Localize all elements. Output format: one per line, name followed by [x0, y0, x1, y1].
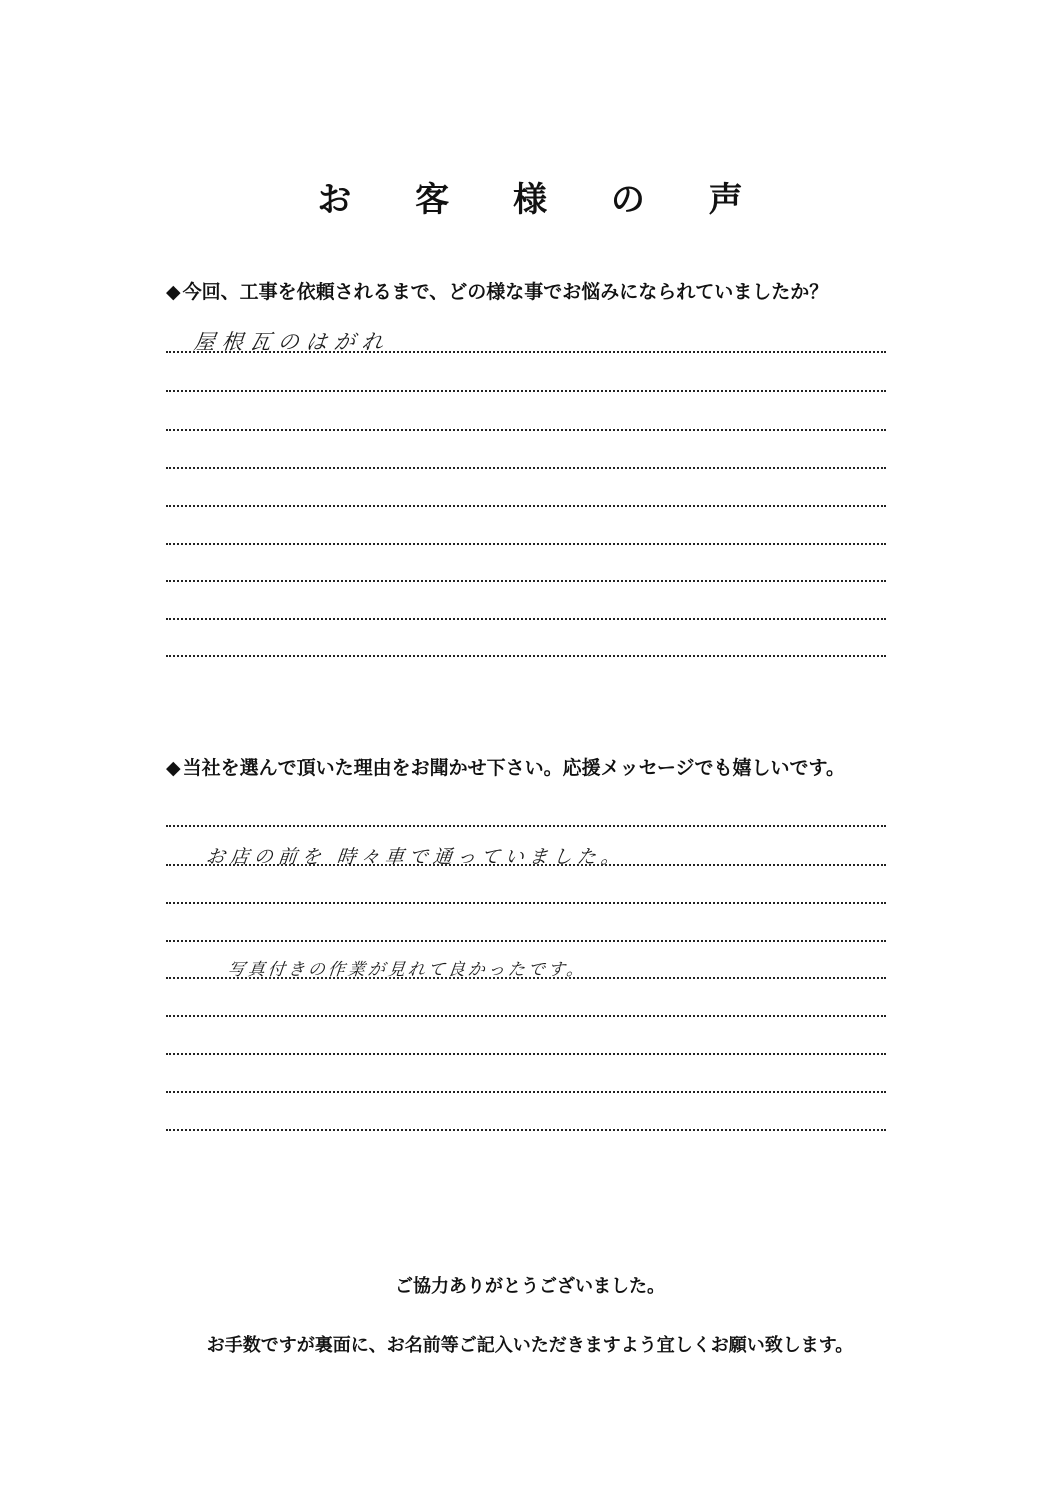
answer-line — [166, 390, 886, 392]
question-1 — [166, 277, 828, 304]
answer-line — [166, 1015, 886, 1017]
answer-line — [166, 1053, 886, 1055]
question-2 — [166, 753, 845, 780]
diamond-bullet-icon: ◆ — [166, 757, 181, 779]
thanks-message: ご協力ありがとうございました。 — [395, 1276, 665, 1297]
answer-line — [166, 940, 886, 942]
request-message: お手数ですが裏面に、お名前等ご記入いただきますよう宜しくお願い致します。 — [206, 1335, 854, 1356]
answer-line — [166, 902, 886, 904]
answer-1-line-1: 屋根瓦のはがれ — [192, 330, 392, 354]
answer-line — [166, 467, 886, 469]
question-1-text: 今回、工事を依頼されるまで、どの様な事でお悩みになられていましたか？ — [182, 281, 829, 303]
answer-line — [166, 505, 886, 507]
answer-line — [166, 864, 886, 866]
answer-line — [166, 429, 886, 431]
answer-line — [166, 1091, 886, 1093]
answer-2-line-2: 写真付きの作業が見れて良かったです。 — [226, 960, 588, 980]
answer-line — [166, 977, 886, 979]
answer-line — [166, 655, 886, 657]
answer-line — [166, 825, 886, 827]
answer-line — [166, 580, 886, 582]
question-2-text: 当社を選んで頂いた理由をお聞かせ下さい。応援メッセージでも嬉しいです。 — [182, 757, 845, 779]
answer-line — [166, 543, 886, 545]
answer-2-line-1: お店の前を 時々車で通っていました。 — [204, 846, 627, 868]
answer-line — [166, 1129, 886, 1131]
diamond-bullet-icon: ◆ — [166, 281, 181, 303]
answer-line — [166, 618, 886, 620]
page-title: お 客 様 の 声 — [317, 180, 769, 220]
answer-line — [166, 351, 886, 353]
